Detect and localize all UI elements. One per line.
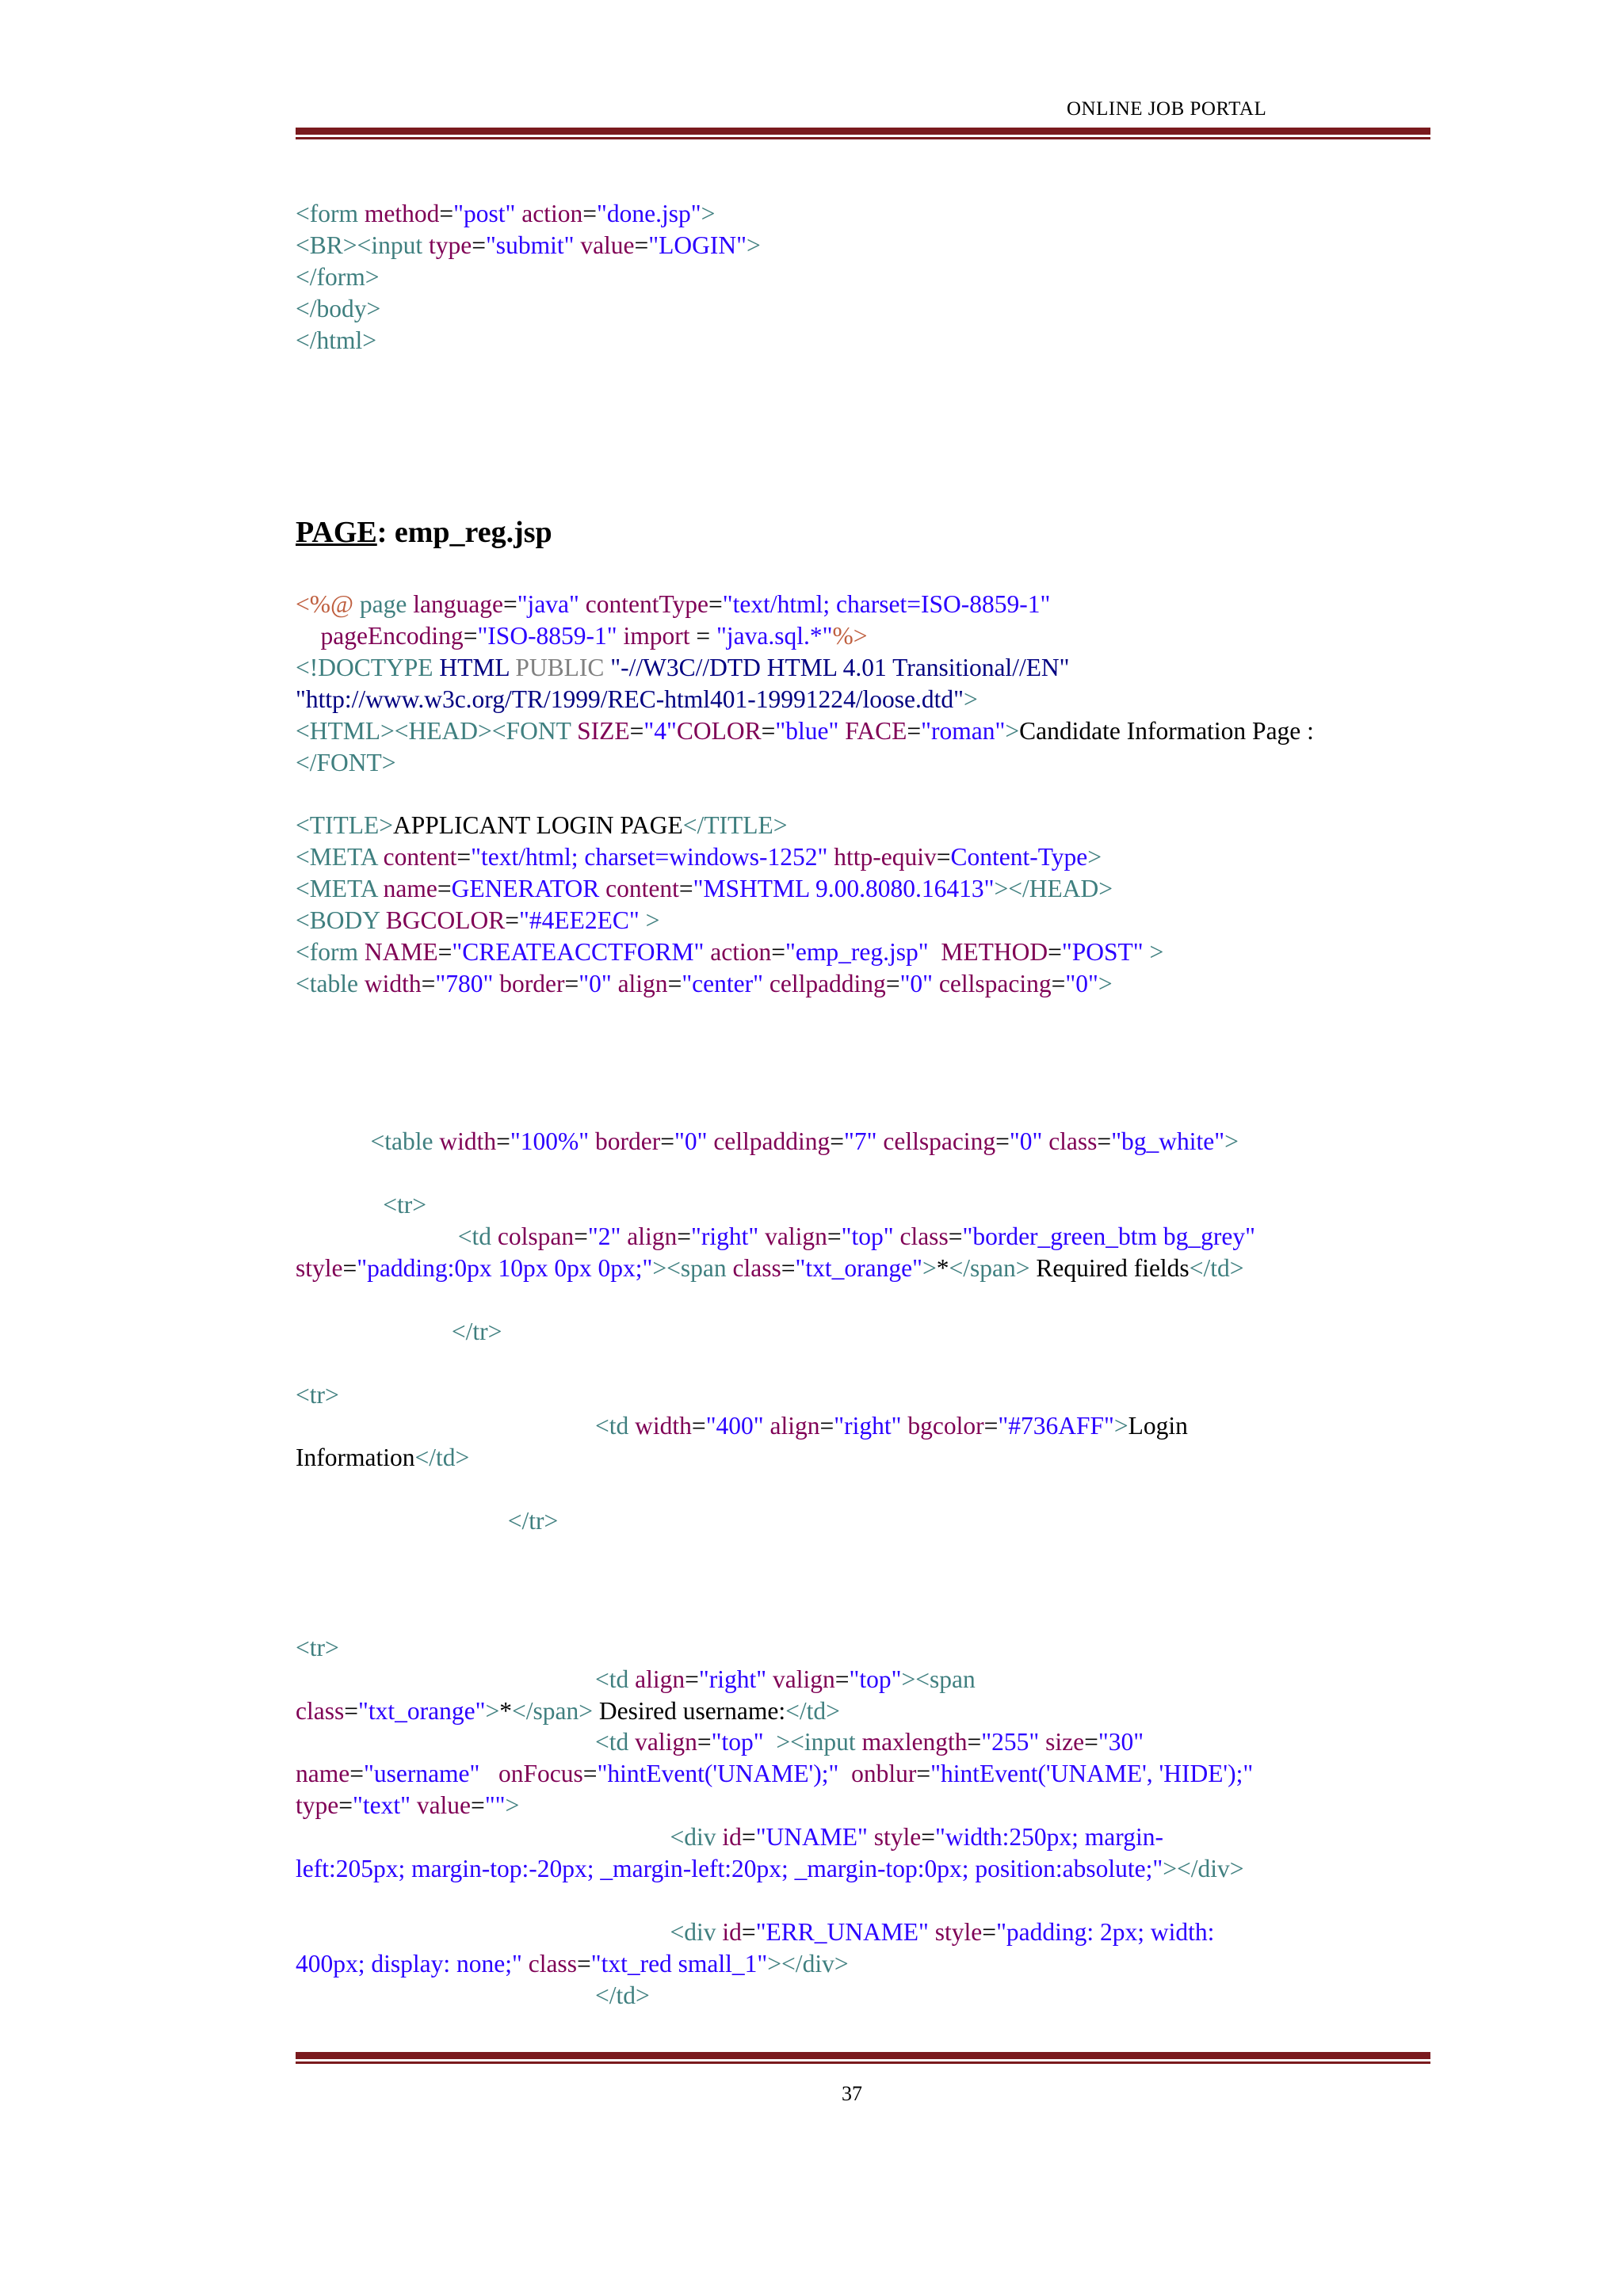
code-token: = [936, 843, 951, 871]
code-token [763, 970, 769, 997]
running-header: ONLINE JOB PORTAL [1067, 98, 1267, 120]
code-token: = [496, 1127, 510, 1156]
code-token: = [761, 716, 776, 745]
code-token: "0" [579, 969, 612, 997]
code-line [296, 1221, 1453, 1253]
code-line [296, 620, 1453, 652]
code-token: "2" [587, 1222, 621, 1250]
code-token: style [873, 1823, 922, 1852]
code-token: = [741, 1917, 756, 1946]
code-token: "top" [849, 1665, 902, 1693]
code-line [296, 589, 1453, 620]
code-token: COLOR [676, 716, 762, 745]
code-token: NAME [364, 937, 438, 966]
code-token: "right" [698, 1665, 767, 1693]
code-token: name [296, 1760, 350, 1788]
code-token: = [1084, 1728, 1098, 1756]
code-token: > [485, 1696, 500, 1725]
code-token: "CREATEACCTFORM" [452, 937, 705, 966]
code-token: = [582, 1760, 598, 1788]
code-token: </FONT> [296, 748, 396, 776]
code-line [296, 1126, 1453, 1158]
code-line [296, 1821, 1453, 1853]
code-line [296, 1980, 1453, 2012]
code-token: "padding:0px 10px 0px 0px;" [357, 1253, 653, 1282]
code-token: "border_green_btm bg_grey" [962, 1222, 1255, 1250]
code-token: "blue" [775, 716, 839, 745]
code-token: ></div> [767, 1949, 849, 1978]
code-line [296, 747, 1453, 779]
code-token: "0" [1009, 1127, 1043, 1156]
code-token: > [1087, 843, 1102, 871]
code-token: align [769, 1412, 820, 1440]
code-line [296, 968, 1453, 1000]
code-token: <META [296, 843, 384, 871]
code-token: "#736AFF" [998, 1412, 1114, 1440]
code-token: bgcolor [907, 1412, 984, 1440]
page-heading-filename: : emp_reg.jsp [376, 516, 552, 549]
code-token: = [708, 590, 723, 618]
code-token: <META [296, 875, 384, 903]
code-token: "done.jsp" [596, 200, 701, 227]
code-token: = [827, 1222, 842, 1250]
code-token: action [521, 200, 583, 227]
code-line [296, 230, 1453, 261]
code-line [296, 905, 1453, 936]
code-token: = [502, 590, 517, 618]
code-token: "0" [1065, 969, 1098, 997]
code-token: "UNAME" [755, 1823, 868, 1852]
code-token [599, 875, 605, 902]
code-token: "submit" [485, 231, 575, 259]
code-token: = [834, 1665, 850, 1693]
code-line [296, 198, 1453, 230]
code-token: > [922, 1253, 937, 1282]
code-line [296, 1505, 1453, 1537]
code-token: <tr> [296, 1633, 339, 1661]
code-token: "100%" [510, 1127, 590, 1156]
code-token [612, 970, 618, 997]
code-token: = [781, 1253, 796, 1282]
code-line [296, 1442, 1453, 1474]
page-number: 37 [842, 2082, 862, 2105]
code-token: ></HEAD> [994, 875, 1113, 903]
code-token [1042, 1127, 1048, 1155]
code-token: = [421, 969, 436, 997]
code-token: = [439, 200, 454, 227]
code-line [296, 1726, 1453, 1758]
code-token: <TITLE> [296, 811, 393, 840]
code-token: <td [296, 1665, 636, 1693]
code-token: <table [296, 1127, 440, 1156]
code-token: "padding: 2px; width: [996, 1917, 1215, 1946]
code-token: maxlength [861, 1728, 968, 1756]
code-token [617, 622, 624, 650]
code-token: <table [296, 969, 365, 997]
code-token: = [819, 1412, 834, 1440]
code-token: "POST" [1061, 937, 1144, 966]
code-line [296, 873, 1453, 905]
code-token [764, 1412, 770, 1440]
code-token: "text" [353, 1791, 411, 1820]
code-token: = [982, 1917, 997, 1946]
code-token: <div [296, 1823, 723, 1852]
code-token: class [1048, 1127, 1098, 1156]
code-token: = [472, 231, 486, 259]
code-token: align [635, 1665, 685, 1693]
code-token: = [697, 1728, 712, 1756]
code-token: = [342, 1253, 357, 1282]
code-token: value [580, 231, 635, 259]
code-token: </body> [296, 295, 381, 322]
code-token: Desired username: [592, 1696, 786, 1725]
code-token [1039, 1728, 1045, 1756]
code-token: id [722, 1917, 742, 1946]
code-token: > [701, 200, 716, 227]
code-token: class [296, 1696, 345, 1725]
code-token: SIZE [577, 716, 630, 745]
code-line [296, 1695, 1453, 1727]
code-token: > [963, 685, 978, 713]
code-token: <td [296, 1222, 498, 1250]
code-token: "-//W3C//DTD HTML 4.01 Transitional//EN" [610, 653, 1070, 681]
code-token: "#4EE2EC" [519, 906, 640, 934]
code-token: = [921, 1823, 936, 1852]
code-line [296, 1948, 1453, 1980]
code-token: align [627, 1222, 678, 1250]
code-line [296, 652, 1453, 684]
code-token: border [594, 1127, 661, 1156]
code-token: </span> [511, 1696, 593, 1725]
code-token: PUBLIC [515, 653, 611, 681]
code-token: Required fields [1029, 1253, 1190, 1282]
code-token: = [685, 1665, 699, 1693]
code-token: = [437, 875, 452, 903]
code-token: </html> [296, 326, 377, 354]
code-token: = [582, 200, 597, 227]
code-token: cellspacing [883, 1127, 996, 1156]
code-token: * [936, 1253, 949, 1282]
code-line [296, 1410, 1453, 1442]
code-token: "hintEvent('UNAME', 'HIDE');" [930, 1760, 1254, 1788]
code-line [296, 684, 1453, 715]
code-token: language [413, 590, 503, 618]
code-token: width [364, 969, 422, 997]
code-token: width [635, 1412, 692, 1440]
code-token [579, 590, 586, 618]
code-token: = [574, 1222, 588, 1250]
code-token: <td [296, 1412, 636, 1440]
code-line [296, 1316, 1453, 1348]
code-token: "30" [1098, 1728, 1144, 1756]
code-token: = [456, 843, 472, 871]
code-token: <!DOCTYPE [296, 653, 440, 681]
code-token: align [617, 969, 668, 997]
code-token [479, 1760, 498, 1787]
code-token: "255" [981, 1728, 1040, 1756]
code-token: method [364, 200, 440, 227]
code-token: <div [296, 1917, 723, 1946]
code-token: = [691, 1412, 706, 1440]
code-token: <HTML><HEAD><FONT [296, 716, 578, 745]
code-token: "LOGIN" [648, 231, 747, 259]
page-heading [296, 515, 552, 550]
code-token: <BODY [296, 906, 386, 934]
code-token: content [605, 875, 679, 903]
code-token: type [428, 231, 472, 259]
code-token: Login [1128, 1412, 1188, 1440]
code-token: contentType [585, 590, 709, 618]
code-token: </TITLE> [682, 811, 788, 840]
code-token: </tr> [296, 1317, 502, 1345]
code-token: METHOD [941, 937, 1048, 966]
code-token: "post" [453, 200, 516, 227]
code-token: ></div> [1163, 1855, 1244, 1882]
code-token: = [916, 1760, 931, 1788]
code-token: %> [832, 621, 868, 650]
code-token: style [296, 1253, 343, 1282]
header-rule [296, 128, 1430, 139]
code-token: page [359, 590, 414, 618]
code-token: = [564, 969, 579, 997]
code-token: = [576, 1949, 591, 1978]
code-token [411, 1791, 417, 1819]
code-token: valign [773, 1665, 835, 1693]
code-token: "top" [841, 1222, 894, 1250]
code-token: * [499, 1696, 512, 1725]
page-heading-label: PAGE [296, 516, 377, 549]
code-token: = [967, 1728, 982, 1756]
code-token: "780" [435, 969, 494, 997]
code-token: <%@ [296, 590, 360, 618]
code-token: = [471, 1791, 485, 1820]
code-token: "right" [834, 1412, 902, 1440]
code-line [296, 1758, 1453, 1790]
code-token: "top" [711, 1728, 764, 1756]
code-token: = [983, 1412, 999, 1440]
code-token: BGCOLOR [385, 906, 506, 934]
code-token: "width:250px; margin- [935, 1823, 1163, 1852]
code-token: cellpadding [713, 1127, 831, 1156]
code-token: = [1048, 937, 1062, 966]
code-token: <tr> [296, 1380, 339, 1409]
code-token: = [634, 231, 649, 259]
code-token: = [948, 1222, 963, 1250]
code-token: width [439, 1127, 497, 1156]
code-token: Content-Type [950, 843, 1088, 871]
code-token: Information [296, 1444, 415, 1472]
code-token: "hintEvent('UNAME');" [597, 1760, 839, 1788]
code-line [296, 1917, 1453, 1948]
code-token: "txt_orange" [358, 1696, 486, 1725]
code-token: "0" [899, 969, 934, 997]
code-token: <form [296, 937, 365, 966]
code-token: "ISO-8859-1" [477, 621, 617, 650]
code-token: = [678, 875, 693, 903]
footer-rule [296, 2052, 1430, 2064]
code-token: FACE [845, 716, 907, 745]
code-token: = [741, 1823, 756, 1852]
code-token: = [995, 1127, 1010, 1156]
code-token: valign [765, 1222, 827, 1250]
code-token: ><input [763, 1728, 862, 1756]
code-token: "emp_reg.jsp" [785, 937, 929, 966]
code-token: value [416, 1791, 472, 1820]
code-token [933, 970, 939, 997]
code-token: "400" [705, 1412, 764, 1440]
code-token [929, 938, 941, 966]
code-line [296, 261, 1453, 293]
code-line [296, 1253, 1453, 1284]
code-token: HTML [439, 653, 516, 681]
code-token: <td [296, 1728, 636, 1756]
code-token: > [1143, 937, 1164, 966]
code-token [838, 1760, 851, 1787]
code-line [296, 1853, 1453, 1885]
code-token: > [1224, 1127, 1239, 1156]
code-token: "txt_orange" [795, 1253, 922, 1282]
code-token: id [722, 1823, 742, 1852]
code-token: "text/html; charset=ISO-8859-1" [722, 590, 1051, 618]
code-token: border [499, 969, 565, 997]
code-token: APPLICANT LOGIN PAGE [393, 811, 683, 840]
code-token: onFocus [498, 1760, 583, 1788]
code-token: colspan [497, 1222, 575, 1250]
code-token: = [830, 1127, 845, 1156]
code-token: "username" [363, 1760, 480, 1788]
code-token: > [1098, 969, 1113, 997]
code-token: = [344, 1696, 358, 1725]
code-line [296, 1790, 1453, 1821]
code-token: = [437, 937, 453, 966]
code-line [296, 715, 1453, 747]
code-token: > [1113, 1412, 1128, 1440]
code-token [522, 1950, 529, 1978]
code-token: = [349, 1760, 364, 1788]
code-token: <BR><input [296, 231, 429, 259]
code-line [296, 810, 1453, 841]
code-token: </form> [296, 263, 380, 291]
code-line [296, 841, 1453, 873]
code-token: </td> [296, 1981, 650, 2009]
code-token: = [1097, 1127, 1112, 1156]
code-token: = [463, 621, 478, 650]
code-token: "txt_red small_1" [590, 1949, 768, 1978]
code-token: class [899, 1222, 949, 1250]
code-token [766, 1665, 773, 1693]
code-token: "7" [844, 1127, 877, 1156]
code-token: class [528, 1949, 577, 1978]
code-token: "" [484, 1791, 506, 1820]
code-token: </td> [414, 1444, 470, 1472]
code-token: = [660, 1127, 674, 1156]
code-token: "center" [682, 969, 763, 997]
code-token: onblur [851, 1760, 917, 1788]
code-token: ><span [652, 1253, 733, 1282]
code-token [929, 1918, 935, 1946]
code-token: import [623, 621, 690, 650]
code-token: </tr> [296, 1507, 559, 1535]
code-token: "MSHTML 9.00.8080.16413" [693, 875, 995, 903]
code-token: > [1005, 716, 1020, 745]
code-token: Candidate Information Page : [1019, 716, 1314, 745]
code-token: = [1051, 969, 1066, 997]
code-token [758, 1222, 765, 1250]
code-token: = [338, 1791, 353, 1820]
code-token: action [710, 937, 772, 966]
code-token: = [505, 906, 520, 934]
code-line [296, 1664, 1453, 1695]
code-token: class [732, 1253, 781, 1282]
code-token: type [296, 1791, 339, 1820]
code-token: </td> [785, 1696, 840, 1725]
code-token: valign [635, 1728, 697, 1756]
code-token: </span> [949, 1253, 1030, 1282]
code-token: > [639, 906, 660, 934]
code-line [296, 936, 1453, 968]
code-token: "right" [691, 1222, 759, 1250]
code-token: 400px; display: none;" [296, 1949, 522, 1978]
code-token: "java.sql.*" [716, 621, 833, 650]
code-line [296, 1189, 1453, 1221]
code-token: = [907, 716, 922, 745]
code-token: > [505, 1791, 520, 1820]
code-token: = [885, 969, 900, 997]
code-token: = [667, 969, 682, 997]
code-token: <tr> [296, 1191, 427, 1219]
code-token: > [747, 231, 761, 259]
code-line [296, 1379, 1453, 1411]
code-token: left:205px; margin-top:-20px; _margin-left:20px; _margin-top:0px; position:absolute;" [296, 1855, 1163, 1882]
code-token: "0" [674, 1127, 708, 1156]
code-token: http-equiv [834, 843, 937, 871]
code-token [589, 1127, 595, 1155]
code-token: </td> [1189, 1253, 1244, 1282]
code-token: cellpadding [769, 969, 886, 997]
code-line [296, 1632, 1453, 1664]
code-token: "roman" [921, 716, 1006, 745]
code-token: <form [296, 200, 365, 227]
code-token: style [934, 1917, 983, 1946]
code-token: GENERATOR [451, 875, 600, 903]
code-token: "text/html; charset=windows-1252" [471, 843, 828, 871]
code-token: "4" [643, 716, 677, 745]
code-token: = [677, 1222, 692, 1250]
code-token: "java" [517, 590, 579, 618]
code-token: = [689, 621, 717, 650]
code-token: content [383, 843, 457, 871]
code-line [296, 325, 1453, 357]
code-token: pageEncoding [296, 621, 464, 650]
code-token: name [383, 875, 437, 903]
code-token: "bg_white" [1111, 1127, 1225, 1156]
code-token: "ERR_UNAME" [755, 1917, 929, 1946]
code-token: = [629, 716, 644, 745]
code-line [296, 293, 1453, 325]
code-token: "http://www.w3c.org/TR/1999/REC-html401-19991224/loose.dtd" [296, 685, 964, 713]
code-token: cellspacing [938, 969, 1052, 997]
code-token: size [1045, 1728, 1085, 1756]
code-token: ><span [901, 1665, 976, 1693]
code-token: = [771, 937, 786, 966]
code-token [868, 1823, 874, 1851]
